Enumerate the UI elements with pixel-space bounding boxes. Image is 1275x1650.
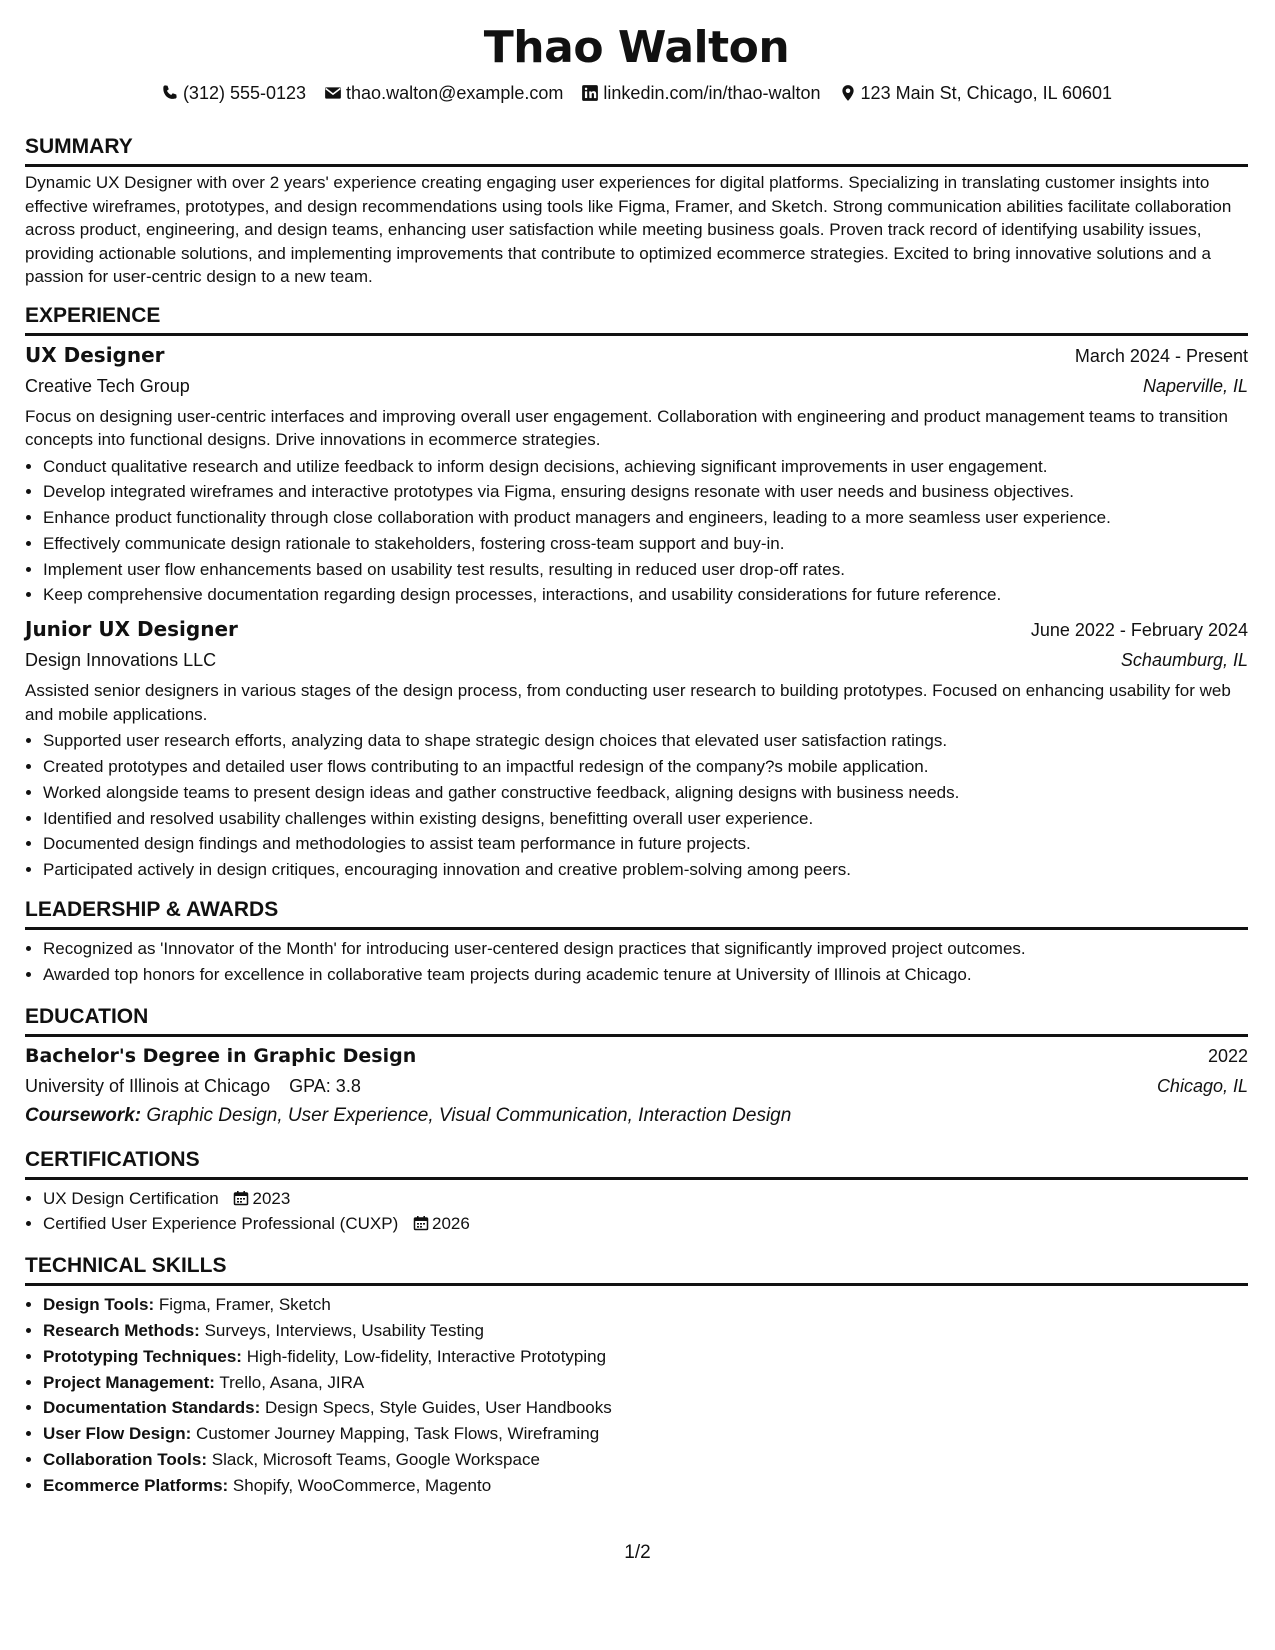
list-item: • Participated actively in design critiques, encouraging innovation and creative problem-solving among peers. (43, 857, 1248, 883)
skill-label: Prototyping Techniques: (43, 1346, 242, 1366)
list-item: • Created prototypes and detailed user flows contributing to an impactful redesign of the company?s mobile application. (43, 754, 1248, 780)
skill-label: Collaboration Tools: (43, 1450, 208, 1470)
experience-section (25, 303, 1248, 884)
calendar-icon (233, 1190, 249, 1206)
graduation-year: 2022 (1207, 1045, 1248, 1066)
list-item (43, 1211, 1248, 1237)
phone-text: (312) 555-0123 (182, 83, 307, 103)
calendar-icon (413, 1215, 429, 1231)
school-location: Chicago, IL (1156, 1075, 1248, 1096)
list-item: • Awarded top honors for excellence in collaborative team projects during academic tenure at University of Illinois at Chicago. (43, 962, 1248, 988)
skill-label: Ecommerce Platforms: (43, 1475, 229, 1495)
candidate-name: Thao Walton (483, 22, 790, 73)
resume-page (25, 0, 1248, 1499)
list-item (43, 1370, 1248, 1396)
skill-label: Project Management: (43, 1372, 215, 1392)
section-title-education: EDUCATION (25, 1004, 1248, 1037)
skills-list (25, 1292, 1248, 1498)
contact-phone[interactable] (161, 82, 306, 104)
list-item (43, 1421, 1248, 1447)
address-text: 123 Main St, Chicago, IL 60601 (860, 83, 1113, 103)
section-title-experience: EXPERIENCE (25, 303, 1248, 336)
list-item: • Documented design findings and methodologies to assist team performance in future projects. (43, 831, 1248, 857)
skill-label: Documentation Standards: (43, 1398, 261, 1418)
leadership-bullets (25, 936, 1248, 988)
section-title-summary: SUMMARY (25, 134, 1248, 167)
contact-bar (25, 82, 1248, 104)
list-item: • Supported user research efforts, analyzing data to shape strategic design choices that elevated user satisfaction ratings. (43, 728, 1248, 754)
skill-value: Design Specs, Style Guides, User Handbooks (264, 1398, 612, 1418)
coursework-label: Coursework: (25, 1104, 142, 1126)
list-item (43, 1186, 1248, 1212)
job-bullets (25, 728, 1248, 883)
summary-text: Dynamic UX Designer with over 2 years' experience creating engaging user experiences for digital platforms. Specializing in translating customer insights into effective wireframes, prototypes, and design recommendations using tools like Figma, Framer, and Sketch. Strong communication abilities facilitate collaboration across product, engineering, and design teams, enhancing user satisfaction while meeting business goals. Proven track record of identifying usability issues, providing actionable solutions, and implementing improvements that contribute to optimized ecommerce strategies. Excited to bring innovative solutions and a passion for user-centric design to a new team. (25, 173, 1232, 286)
job-bullets (25, 454, 1248, 609)
job-location: Naperville, IL (1142, 375, 1248, 396)
coursework (25, 1103, 1248, 1129)
skill-label: User Flow Design: (43, 1424, 192, 1444)
job-entry (25, 342, 1248, 609)
skill-value: Surveys, Interviews, Usability Testing (204, 1321, 484, 1341)
page-number: 1/2 (624, 1542, 651, 1563)
list-item (43, 1447, 1248, 1473)
list-item (43, 1395, 1248, 1421)
skill-value: Customer Journey Mapping, Task Flows, Wireframing (196, 1424, 600, 1444)
list-item: • Keep comprehensive documentation regarding design processes, interactions, and usability considerations for future reference. (43, 582, 1248, 608)
job-description: Focus on designing user-centric interfaces and improving overall user engagement. Collaboration with engineering and product management teams to transition concepts into functional designs. Drive innovations in ecommerce strategies. (25, 406, 1228, 449)
certification-year: 2023 (252, 1188, 291, 1208)
skill-value: Slack, Microsoft Teams, Google Workspace (211, 1450, 540, 1470)
certifications-section (25, 1147, 1248, 1238)
list-item: • Enhance product functionality through close collaboration with product managers and engineers, leading to a more seamless user experience. (43, 505, 1248, 531)
email-text: thao.walton@example.com (346, 83, 564, 103)
list-item (43, 1292, 1248, 1318)
school-name: University of Illinois at Chicago (25, 1075, 271, 1096)
list-item: • Identified and resolved usability challenges within existing designs, benefitting overall user experience. (43, 806, 1248, 832)
list-item: • Recognized as 'Innovator of the Month' for introducing user-centered design practices that significantly improved project outcomes. (43, 936, 1248, 962)
list-item (43, 1344, 1248, 1370)
section-title-skills: TECHNICAL SKILLS (25, 1253, 1248, 1286)
certification-list (25, 1186, 1248, 1238)
education-section (25, 1004, 1248, 1129)
degree: Bachelor's Degree in Graphic Design (25, 1044, 417, 1067)
leadership-section (25, 897, 1248, 988)
job-title: UX Designer (25, 342, 165, 367)
coursework-list: Graphic Design, User Experience, Visual Communication, Interaction Design (146, 1104, 792, 1126)
envelope-icon (324, 84, 342, 102)
job-dates: June 2022 - February 2024 (1030, 620, 1248, 641)
certification-year: 2026 (431, 1214, 470, 1234)
contact-email[interactable] (324, 82, 563, 104)
summary-section (25, 134, 1248, 289)
gpa: GPA: 3.8 (289, 1075, 361, 1096)
list-item: • Effectively communicate design rationale to stakeholders, fostering cross-team support and buy-in. (43, 531, 1248, 557)
linkedin-text: linkedin.com/in/thao-walton (603, 83, 821, 103)
job-entry (25, 616, 1248, 883)
job-company: Creative Tech Group (25, 375, 190, 396)
certification-name: Certified User Experience Professional (CUXP) (43, 1214, 399, 1234)
list-item: • Conduct qualitative research and utilize feedback to inform design decisions, achieving significant improvements in user engagement. (43, 454, 1248, 480)
list-item: • Worked alongside teams to present design ideas and gather constructive feedback, aligning designs with business needs. (43, 780, 1248, 806)
skill-value: High-fidelity, Low-fidelity, Interactive Prototyping (246, 1346, 607, 1366)
phone-icon (161, 84, 179, 102)
section-title-certifications: CERTIFICATIONS (25, 1147, 1248, 1180)
skill-value: Shopify, WooCommerce, Magento (232, 1475, 492, 1495)
list-item (43, 1473, 1248, 1499)
skill-value: Figma, Framer, Sketch (158, 1295, 331, 1315)
job-title: Junior UX Designer (25, 617, 238, 642)
skills-section (25, 1253, 1248, 1498)
skill-label: Design Tools: (43, 1295, 155, 1315)
contact-linkedin[interactable] (581, 82, 820, 104)
section-title-leadership: LEADERSHIP & AWARDS (25, 897, 1248, 930)
job-dates: March 2024 - Present (1074, 345, 1248, 366)
skill-label: Research Methods: (43, 1321, 200, 1341)
job-company: Design Innovations LLC (25, 650, 217, 671)
list-item: • Implement user flow enhancements based on usability test results, resulting in reduced user drop-off rates. (43, 557, 1248, 583)
certification-name: UX Design Certification (43, 1188, 219, 1208)
map-pin-icon (839, 84, 857, 102)
list-item (43, 1318, 1248, 1344)
list-item: • Develop integrated wireframes and interactive prototypes via Figma, ensuring designs resonate with user needs and business objectives. (43, 479, 1248, 505)
job-location: Schaumburg, IL (1120, 650, 1248, 671)
contact-address (839, 82, 1113, 104)
job-description: Assisted senior designers in various stages of the design process, from conducting user research to building prototypes. Focused on enhancing usability for web and mobile applications. (25, 681, 1231, 724)
skill-value: Trello, Asana, JIRA (219, 1372, 365, 1392)
linkedin-icon (581, 84, 599, 102)
